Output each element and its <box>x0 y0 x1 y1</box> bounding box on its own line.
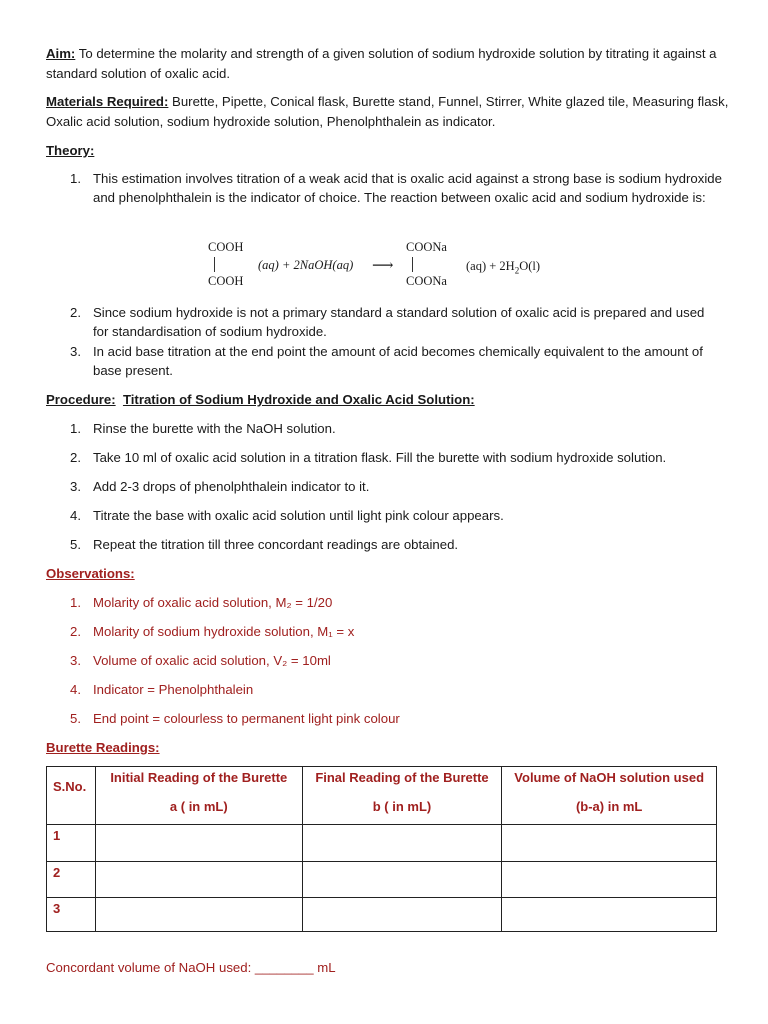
row-sno: 1 <box>47 825 96 862</box>
header-initial-line2: a ( in mL) <box>169 799 228 814</box>
volume-used-cell[interactable] <box>502 825 717 862</box>
header-sno <box>47 767 96 825</box>
equation-top-left: COOH <box>208 240 244 254</box>
observation-item-text: Volume of oxalic acid solution, V₂ = 10ml <box>93 653 331 668</box>
header-initial-line1: Initial Reading of the Burette <box>110 770 288 785</box>
table-header-row <box>47 767 717 825</box>
equation-subscript: 2 <box>514 265 520 276</box>
procedure-label: Procedure: <box>46 392 116 407</box>
reaction-equation <box>206 240 566 292</box>
header-final-reading <box>302 767 502 825</box>
observation-item-text: Indicator = Phenolphthalein <box>93 682 254 697</box>
procedure-item-number: 3. <box>70 479 81 494</box>
header-sno-text: S.No. <box>53 779 87 794</box>
header-volume-line2: (b-a) in mL <box>575 799 643 814</box>
header-volume-line1: Volume of NaOH solution used <box>514 770 705 785</box>
observation-item-text: Molarity of sodium hydroxide solution, M₁ = x <box>93 624 355 639</box>
materials-label: Materials Required: <box>46 94 169 109</box>
procedure-item-text: Rinse the burette with the NaOH solution. <box>93 421 336 436</box>
procedure-item-text: Take 10 ml of oxalic acid solution in a titration flask. Fill the burette with sodium hydroxide solution. <box>93 450 667 465</box>
header-initial-reading <box>95 767 302 825</box>
burette-label: Burette Readings: <box>46 740 160 755</box>
observations-heading <box>46 564 736 584</box>
initial-reading-cell[interactable] <box>95 862 302 898</box>
burette-heading <box>46 738 736 758</box>
procedure-item-text: Titrate the base with oxalic acid solution until light pink colour appears. <box>93 508 504 523</box>
aim-label: Aim: <box>46 46 76 61</box>
equation-middle-left: (aq) + 2NaOH(aq) <box>258 258 354 272</box>
observation-item-text: End point = colourless to permanent light pink colour <box>93 711 400 726</box>
procedure-item-number: 1. <box>70 421 81 436</box>
burette-readings-table <box>46 766 717 932</box>
concordant-volume: Concordant volume of NaOH used: ________ mL <box>46 960 336 975</box>
procedure-item-number: 2. <box>70 450 81 465</box>
equation-middle-right <box>466 259 540 276</box>
theory-item-text: Since sodium hydroxide is not a primary standard a standard solution of oxalic acid is prepared and used for standardisation of sodium hydroxide. <box>93 305 705 339</box>
observation-item-number: 2. <box>70 624 81 639</box>
observation-item-number: 5. <box>70 711 81 726</box>
volume-used-cell[interactable] <box>502 898 717 932</box>
procedure-sublabel: Titration of Sodium Hydroxide and Oxalic Acid Solution: <box>122 392 475 407</box>
theory-item-text: In acid base titration at the end point the amount of acid becomes chemically equivalent to the amount of base present. <box>93 344 703 378</box>
theory-heading <box>46 141 736 161</box>
equation-bottom-right: COONa <box>406 274 447 288</box>
initial-reading-cell[interactable] <box>95 825 302 862</box>
observations-label: Observations: <box>46 566 135 581</box>
table-row <box>47 862 717 898</box>
procedure-item-number: 4. <box>70 508 81 523</box>
header-final-line2: b ( in mL) <box>372 799 432 814</box>
observation-item-number: 1. <box>70 595 81 610</box>
final-reading-cell[interactable] <box>302 862 502 898</box>
equation-bottom-left: COOH <box>208 274 244 288</box>
table-row <box>47 898 717 932</box>
header-final-line1: Final Reading of the Burette <box>315 770 489 785</box>
theory-item-number: 3. <box>70 344 81 359</box>
equation-top-right: COONa <box>406 240 447 254</box>
observation-item-number: 4. <box>70 682 81 697</box>
procedure-item-text: Add 2-3 drops of phenolphthalein indicator to it. <box>93 479 370 494</box>
procedure-heading <box>46 390 736 410</box>
volume-used-cell[interactable] <box>502 862 717 898</box>
materials-paragraph <box>46 92 736 131</box>
procedure-item-number: 5. <box>70 537 81 552</box>
equation-middle-right-text: (aq) + 2H <box>466 259 515 273</box>
initial-reading-cell[interactable] <box>95 898 302 932</box>
observation-item-number: 3. <box>70 653 81 668</box>
observation-item-text: Molarity of oxalic acid solution, M₂ = 1/20 <box>93 595 333 610</box>
theory-item-number: 2. <box>70 305 81 320</box>
table-row <box>47 825 717 862</box>
row-sno: 2 <box>47 862 96 898</box>
header-volume-used <box>502 767 717 825</box>
final-reading-cell[interactable] <box>302 898 502 932</box>
equation-water-tail: O(l) <box>519 259 541 273</box>
materials-text: Burette, Pipette, Conical flask, Burette stand, Funnel, Stirrer, White glazed tile, Measuring flask, Oxalic acid solution, sodium hydroxide solution, Phenolphthalein as indicator. <box>46 94 729 129</box>
theory-item-text: This estimation involves titration of a weak acid that is oxalic acid against a strong base is sodium hydroxide and phenolphthalein is the indicator of choice. The reaction between oxalic acid and sodium hydroxide is: <box>93 171 722 205</box>
theory-label: Theory: <box>46 143 95 158</box>
equation-arrow: ⟶ <box>372 258 394 274</box>
procedure-item-text: Repeat the titration till three concordant readings are obtained. <box>93 537 459 552</box>
row-sno: 3 <box>47 898 96 932</box>
equation-bond-left <box>214 257 215 272</box>
equation-bond-right <box>412 257 413 272</box>
aim-text: To determine the molarity and strength of a given solution of sodium hydroxide solution by titrating it against a standard solution of oxalic acid. <box>46 46 717 81</box>
aim-paragraph <box>46 44 736 83</box>
final-reading-cell[interactable] <box>302 825 502 862</box>
theory-item-number: 1. <box>70 171 81 186</box>
